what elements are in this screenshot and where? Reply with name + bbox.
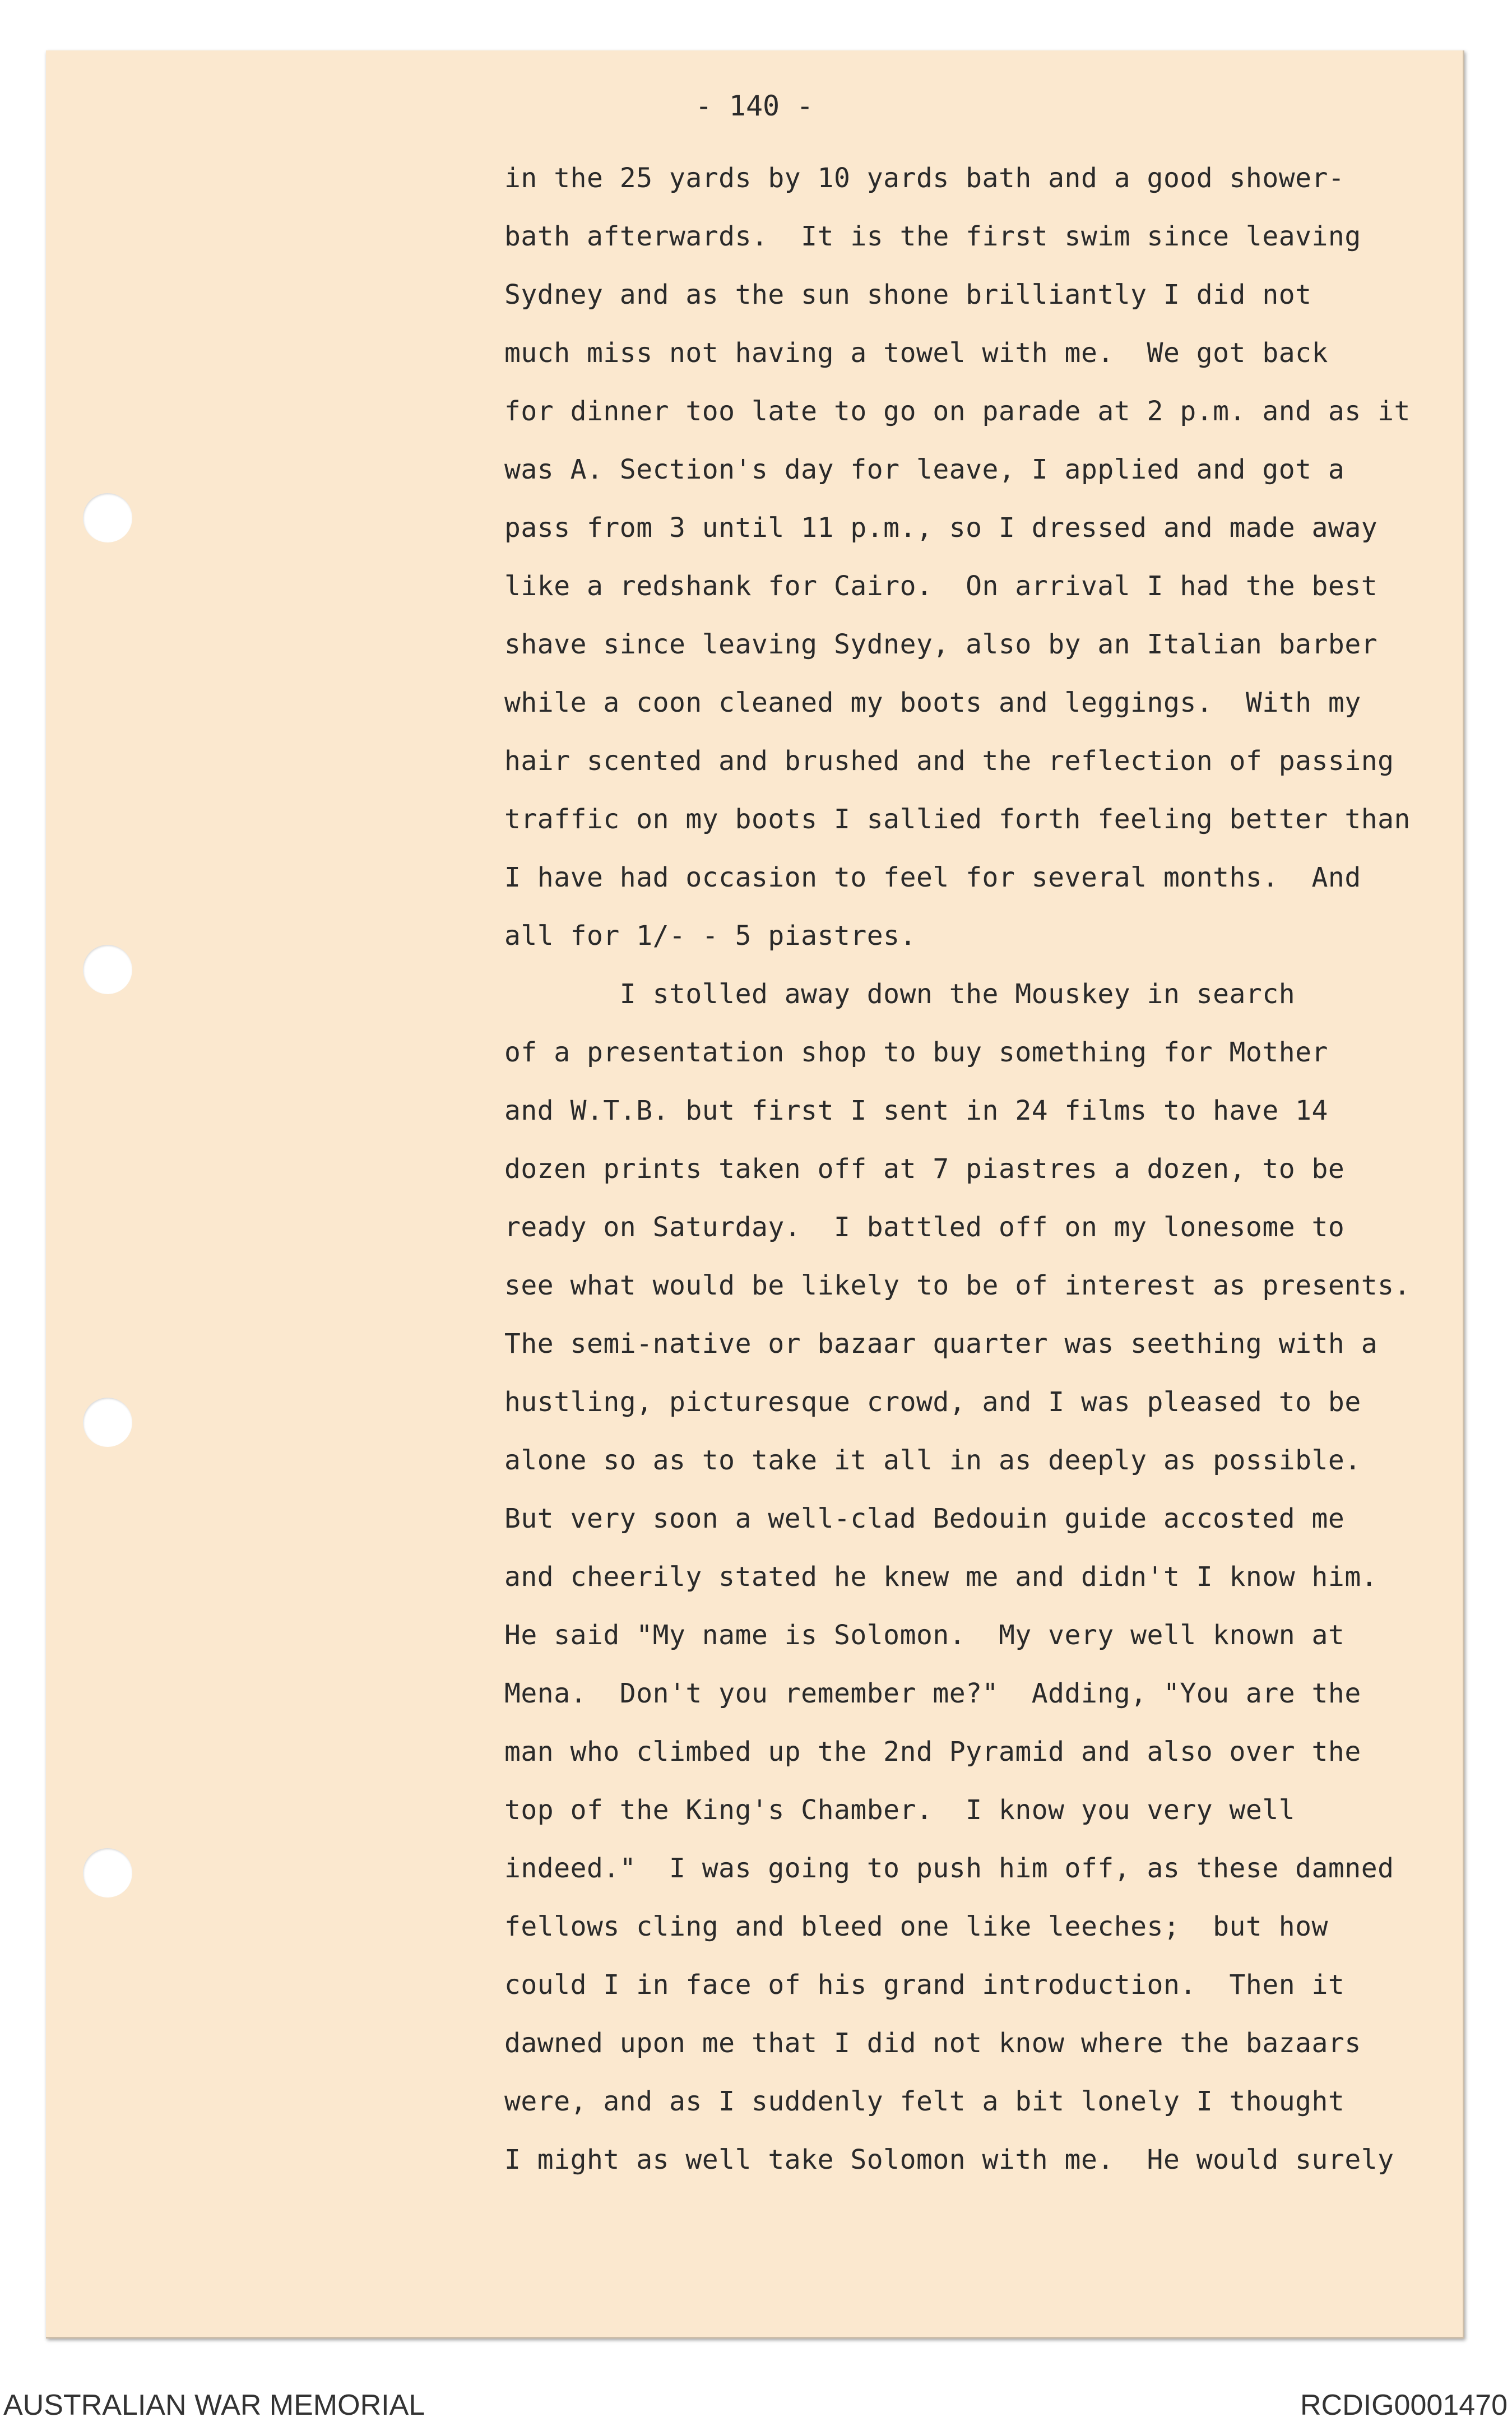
text-line: bath afterwards. It is the first swim since leaving xyxy=(504,221,1361,252)
text-line: top of the King's Chamber. I know you very well xyxy=(504,1794,1296,1826)
page-number: - 140 - xyxy=(695,90,814,122)
text-line: pass from 3 until 11 p.m., so I dressed and made away xyxy=(504,512,1378,544)
text-line: see what would be likely to be of interest as presents. xyxy=(504,1270,1411,1301)
text-line: ready on Saturday. I battled off on my lonesome to xyxy=(504,1212,1345,1243)
punch-hole xyxy=(83,493,132,542)
text-line: hustling, picturesque crowd, and I was pleased to be xyxy=(504,1386,1361,1418)
footer-record-id: RCDIG0001470 xyxy=(1300,2389,1508,2421)
text-line: and cheerily stated he knew me and didn't I know him. xyxy=(504,1561,1378,1593)
text-line: I might as well take Solomon with me. He would surely xyxy=(504,2144,1394,2175)
typed-page xyxy=(46,50,1464,2339)
text-line: dozen prints taken off at 7 piastres a dozen, to be xyxy=(504,1153,1345,1185)
punch-hole xyxy=(83,1848,132,1898)
text-line: for dinner too late to go on parade at 2 p.m. and as it xyxy=(504,396,1411,427)
text-line: man who climbed up the 2nd Pyramid and also over the xyxy=(504,1736,1361,1767)
text-line: was A. Section's day for leave, I applied and got a xyxy=(504,454,1345,485)
text-line: and W.T.B. but first I sent in 24 films to have 14 xyxy=(504,1095,1328,1126)
text-line: in the 25 yards by 10 yards bath and a good shower- xyxy=(504,163,1345,194)
text-line: Mena. Don't you remember me?" Adding, "You are the xyxy=(504,1678,1361,1709)
text-line: while a coon cleaned my boots and leggings. With my xyxy=(504,687,1361,718)
text-line: of a presentation shop to buy something for Mother xyxy=(504,1037,1328,1068)
text-line: were, and as I suddenly felt a bit lonely I thought xyxy=(504,2086,1345,2117)
text-line: alone so as to take it all in as deeply as possible. xyxy=(504,1445,1361,1476)
text-line: I stolled away down the Mouskey in search xyxy=(504,978,1296,1010)
text-line: Sydney and as the sun shone brilliantly I did not xyxy=(504,279,1312,310)
text-line: traffic on my boots I sallied forth feeling better than xyxy=(504,804,1411,835)
typed-text-body xyxy=(504,149,1451,2189)
punch-hole xyxy=(83,945,132,994)
text-line: hair scented and brushed and the reflection of passing xyxy=(504,745,1394,777)
text-line: The semi-native or bazaar quarter was seething with a xyxy=(504,1328,1378,1360)
text-line: much miss not having a towel with me. We got back xyxy=(504,337,1328,369)
punch-hole xyxy=(83,1398,132,1447)
text-line: fellows cling and bleed one like leeches; but how xyxy=(504,1911,1328,1942)
text-line: dawned upon me that I did not know where the bazaars xyxy=(504,2028,1361,2059)
text-line: indeed." I was going to push him off, as these damned xyxy=(504,1853,1394,1884)
text-line: could I in face of his grand introduction. Then it xyxy=(504,1969,1345,2001)
text-line: shave since leaving Sydney, also by an Italian barber xyxy=(504,629,1378,660)
text-line: He said "My name is Solomon. My very well known at xyxy=(504,1620,1345,1651)
footer-institution: AUSTRALIAN WAR MEMORIAL xyxy=(3,2389,425,2421)
text-line: all for 1/- - 5 piastres. xyxy=(504,920,916,952)
text-line: like a redshank for Cairo. On arrival I had the best xyxy=(504,570,1378,602)
text-line: But very soon a well-clad Bedouin guide accosted me xyxy=(504,1503,1345,1534)
text-line: I have had occasion to feel for several months. And xyxy=(504,862,1361,893)
